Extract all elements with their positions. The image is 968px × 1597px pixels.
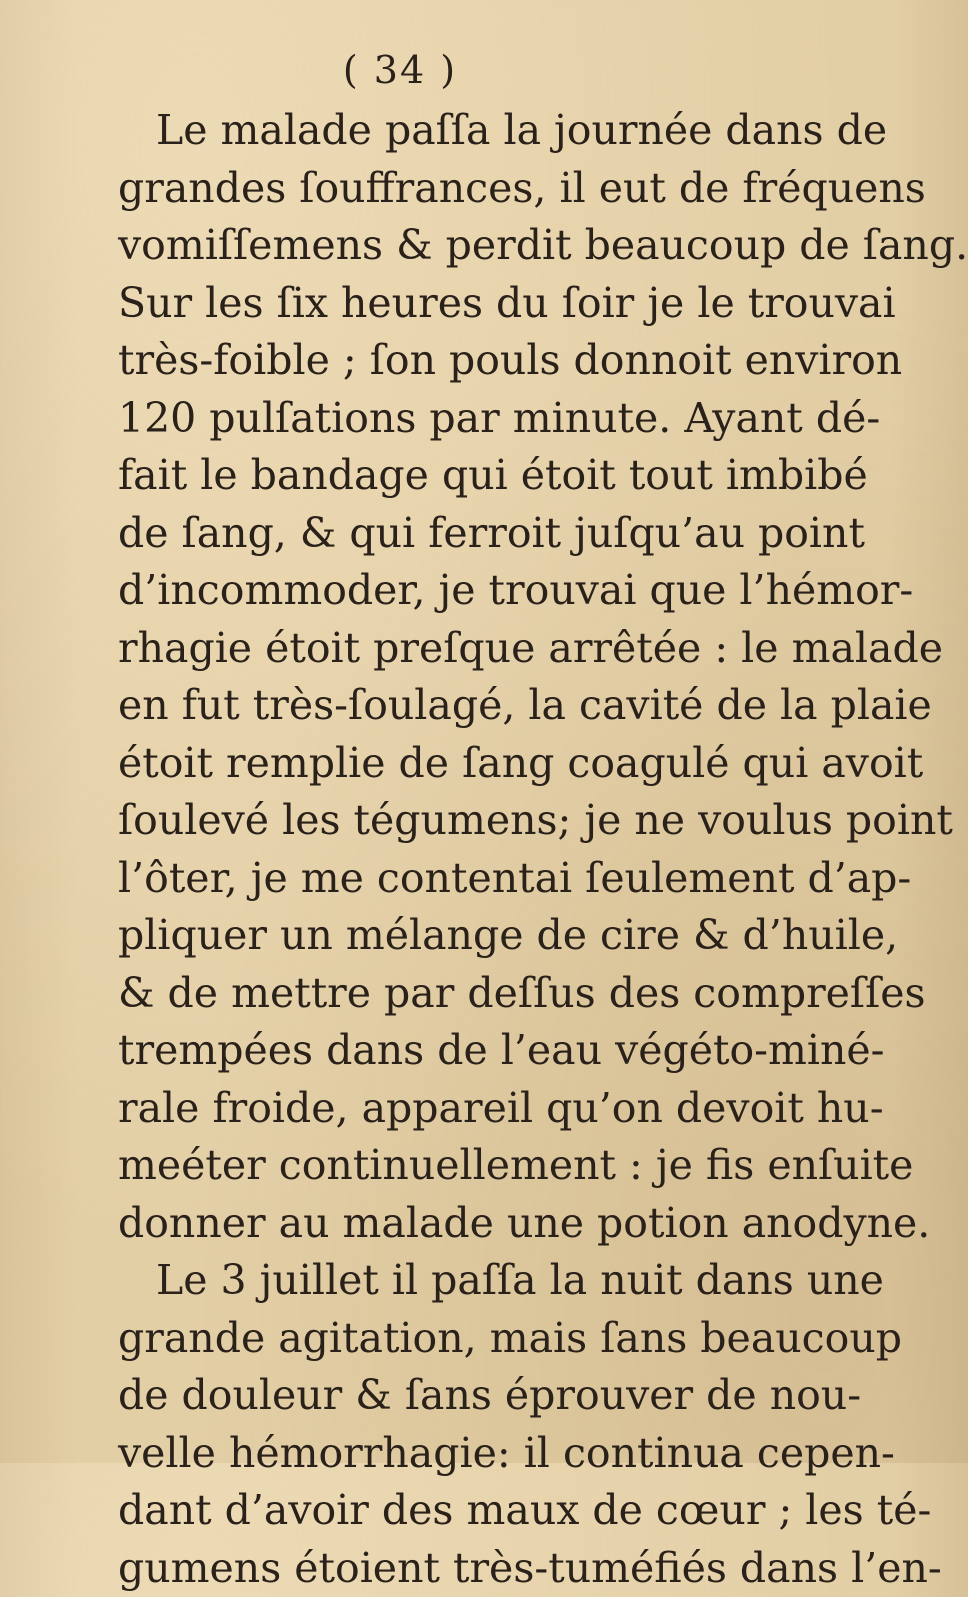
text-line: grandes ſouffrances, il eut de fréquens — [118, 160, 780, 218]
text-line: de douleur & ſans éprouver de nou- — [118, 1367, 780, 1425]
text-line: 120 pulſations par minute. Ayant dé- — [118, 390, 780, 448]
text-line: velle hémorrhagie: il continua cepen- — [118, 1425, 780, 1483]
text-line: & de mettre par deſſus des compreſſes — [118, 965, 780, 1023]
text-line: d’incommoder, je trouvai que l’hémor- — [118, 562, 780, 620]
body-text — [118, 102, 780, 1597]
text-line: meéter continuellement : je fis enſuite — [118, 1137, 780, 1195]
text-line: donner au malade une potion anodyne. — [118, 1195, 780, 1253]
page-number: ( 34 ) — [0, 48, 800, 92]
text-line: grande agitation, mais ſans beaucoup — [118, 1310, 780, 1368]
text-line: dant d’avoir des maux de cœur ; les té- — [118, 1482, 780, 1540]
text-line: de ſang, & qui ferroit juſqu’au point — [118, 505, 780, 563]
text-line: pliquer un mélange de cire & d’huile, — [118, 907, 780, 965]
text-line: gumens étoient très-tuméfiés dans l’en- — [118, 1540, 780, 1597]
text-line: vomiſſemens & perdit beaucoup de ſang. — [118, 217, 780, 275]
text-line: Le 3 juillet il paſſa la nuit dans une — [118, 1252, 780, 1310]
text-line: en fut très-ſoulagé, la cavité de la plaie — [118, 677, 780, 735]
text-line: ſoulevé les tégumens; je ne voulus point — [118, 792, 780, 850]
text-line: fait le bandage qui étoit tout imbibé — [118, 447, 780, 505]
text-line: étoit remplie de ſang coagulé qui avoit — [118, 735, 780, 793]
text-line: Sur les ſix heures du ſoir je le trouvai — [118, 275, 780, 333]
text-line: rale froide, appareil qu’on devoit hu- — [118, 1080, 780, 1138]
text-line: rhagie étoit preſque arrêtée : le malade — [118, 620, 780, 678]
text-line: très-foible ; ſon pouls donnoit environ — [118, 332, 780, 390]
text-line: Le malade paſſa la journée dans de — [118, 102, 780, 160]
text-line: l’ôter, je me contentai ſeulement d’ap- — [118, 850, 780, 908]
text-line: trempées dans de l’eau végéto-miné- — [118, 1022, 780, 1080]
